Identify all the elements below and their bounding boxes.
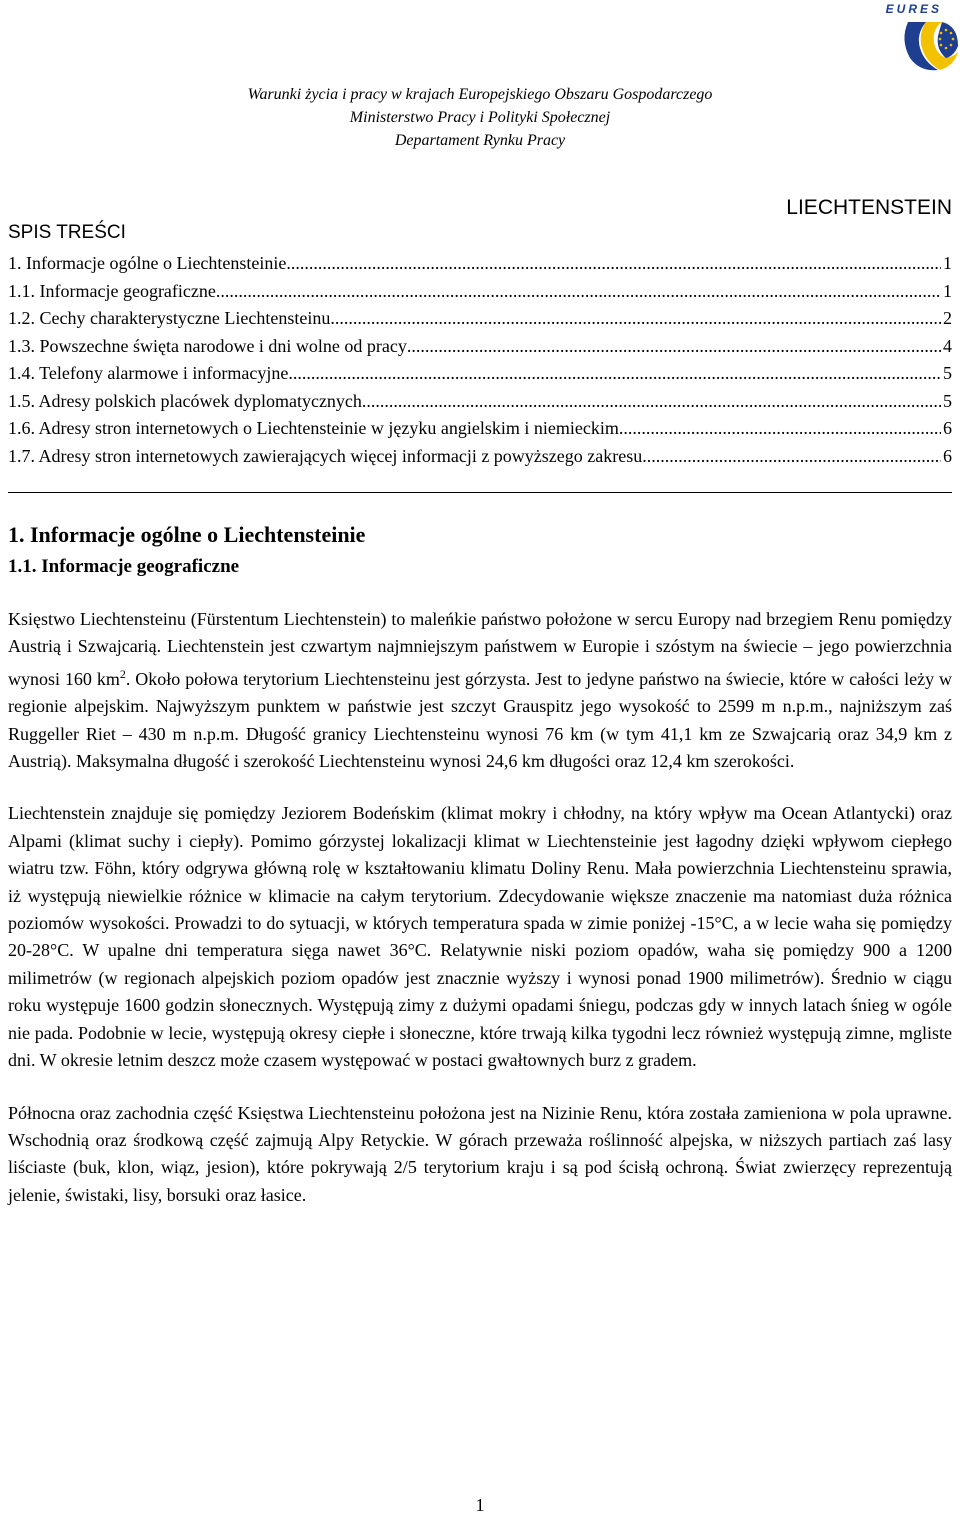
section-heading: 1. Informacje ogólne o Liechtensteinie bbox=[8, 522, 366, 547]
header-line-3: Departament Rynku Pracy bbox=[394, 132, 566, 149]
body-text bbox=[8, 606, 952, 1234]
toc-item-page: 5 bbox=[943, 390, 952, 411]
toc-item-label: 1.4. Telefony alarmowe i informacyjne bbox=[8, 363, 289, 383]
toc-title: SPIS TREŚCI bbox=[8, 222, 126, 243]
eures-logo-text: EURES bbox=[885, 2, 942, 16]
toc-item-label: 1.3. Powszechne święta narodowe i dni wolne od pracy bbox=[8, 335, 407, 356]
toc-item-page: 4 bbox=[943, 335, 952, 356]
toc-leader-dots bbox=[407, 333, 941, 361]
toc-item-page: 1 bbox=[943, 280, 952, 301]
toc-item[interactable] bbox=[8, 415, 952, 443]
toc-leader-dots bbox=[216, 278, 941, 306]
header-line-1: Warunki życia i pracy w krajach Europejskiego Obszaru Gospodarczego bbox=[247, 86, 713, 103]
toc-item-page: 1 bbox=[943, 253, 952, 273]
toc-item-page: 2 bbox=[943, 308, 952, 328]
country-title: LIECHTENSTEIN bbox=[786, 196, 952, 219]
toc-leader-dots bbox=[330, 305, 941, 333]
toc-item[interactable] bbox=[8, 278, 952, 306]
toc-leader-dots bbox=[288, 360, 941, 388]
toc-item-label: 1.5. Adresy polskich placówek dyplomatycznych bbox=[8, 390, 362, 411]
toc-item[interactable] bbox=[8, 250, 952, 278]
horizontal-divider bbox=[8, 492, 952, 493]
toc-item-page: 5 bbox=[943, 363, 952, 383]
paragraph bbox=[8, 606, 952, 775]
toc-item[interactable] bbox=[8, 388, 952, 416]
toc-item-label: 1.7. Adresy stron internetowych zawierających więcej informacji z powyższego zakresu bbox=[8, 445, 643, 466]
eures-logo bbox=[880, 0, 960, 80]
toc-item-label: 1. Informacje ogólne o Liechtensteinie bbox=[8, 253, 287, 273]
toc-item-page: 6 bbox=[943, 418, 952, 438]
toc-leader-dots bbox=[362, 388, 941, 416]
toc-item-page: 6 bbox=[943, 445, 952, 466]
toc-item[interactable] bbox=[8, 305, 952, 333]
toc-leader-dots bbox=[642, 443, 941, 471]
paragraph-text: . Około połowa terytorium Liechtensteinu jest górzysta. Jest to jedyne państwo na świecie, które w całości leży w regionie alpejskim. Najwyższym punktem w państwie jest szczyt Grauspitz jego wysokość to 2599 m n.p.m., najniższym zaś Ruggeller Riet – 430 m n.p.m. Długość granicy Liechtensteinu wynosi 76 km (w tym 41,1 km ze Szwajcarią oraz 34,9 km z Austrią). Maksymalna długość i szerokość Liechtensteinu wynosi 24,6 km długości oraz 12,4 km szerokości. bbox=[8, 668, 952, 772]
toc-item[interactable] bbox=[8, 360, 952, 388]
toc-item-label: 1.6. Adresy stron internetowych o Liechtensteinie w języku angielskim i niemieckim bbox=[8, 418, 619, 438]
paragraph-text: Księstwo Liechtensteinu (Fürstentum Liechtenstein) to maleńkie państwo położone w sercu Europy nad brzegiem Renu pomiędzy Austrią i Szwajcarią. Liechtenstein jest czwartym najmniejszym państwem w Europie i szóstym na świecie – jego powierzchnia wynosi 160 km bbox=[8, 609, 952, 689]
paragraph: Liechtenstein znajduje się pomiędzy Jeziorem Bodeńskim (klimat mokry i chłodny, na który wpływ ma Ocean Atlantycki) oraz Alpami (klimat suchy i ciepły). Pomimo górzystej lokalizacji klimat w Liechtensteinie jest łagodny dzięki wpływom ciepłego wiatru tzw. Föhn, który odgrywa główną rolę w kształtowaniu klimatu Doliny Renu. Mała powierzchnia Liechtensteinu sprawia, iż występują niewielkie różnice w klimacie na całym terytorium. Zdecydowanie większe znaczenie ma natomiast duża różnica poziomów wysokości. Prowadzi to do sytuacji, w których temperatura spada w zimie poniżej -15°C, a w lecie waha się pomiędzy 20-28°C. W upalne dni temperatura sięga nawet 36°C. Relatywnie niski poziom opadów, waha się pomiędzy 900 a 1200 milimetrów (w regionach alpejskich poziom opadów jest znacznie wyższy i wynosi ponad 1900 milimetrów). Średnio w ciągu roku występuje 1600 godzin słonecznych. Występują zimy z dużymi opadami śniegu, podczas gdy w innych latach śnieg w ogóle nie pada. Podobnie w lecie, występują okresy ciepłe i słoneczne, które trwają kilka tygodni lecz również występują zimne, mgliste dni. W okresie letnim deszcz może czasem występować w postaci gwałtownych burz z gradem. bbox=[8, 803, 952, 1071]
table-of-contents bbox=[8, 250, 952, 470]
paragraph: Północna oraz zachodnia część Księstwa Liechtensteinu położona jest na Nizinie Renu, która została zamieniona w pola uprawne. Wschodnią oraz środkową część zajmują Alpy Retyckie. W górach przeważa roślinność alpejska, w niższych partiach zaś lasy liściaste (buk, klon, wiąz, jesion), które pokrywają 2/5 terytorium kraju i są pod ścisłą ochroną. Świat zwierzęcy reprezentują jelenie, świstaki, lisy, borsuki oraz łasice. bbox=[8, 1102, 952, 1205]
superscript: 2 bbox=[119, 666, 126, 681]
toc-item-label: 1.2. Cechy charakterystyczne Liechtensteinu bbox=[8, 308, 331, 328]
document-header bbox=[0, 83, 960, 152]
toc-leader-dots bbox=[619, 415, 941, 443]
toc-item[interactable] bbox=[8, 333, 952, 361]
toc-item-label: 1.1. Informacje geograficzne bbox=[8, 280, 216, 301]
toc-item[interactable] bbox=[8, 443, 952, 471]
subsection-heading: 1.1. Informacje geograficzne bbox=[8, 556, 240, 577]
header-line-2: Ministerstwo Pracy i Polityki Społecznej bbox=[349, 109, 611, 126]
page-number: 1 bbox=[475, 1495, 485, 1515]
toc-leader-dots bbox=[286, 250, 941, 278]
